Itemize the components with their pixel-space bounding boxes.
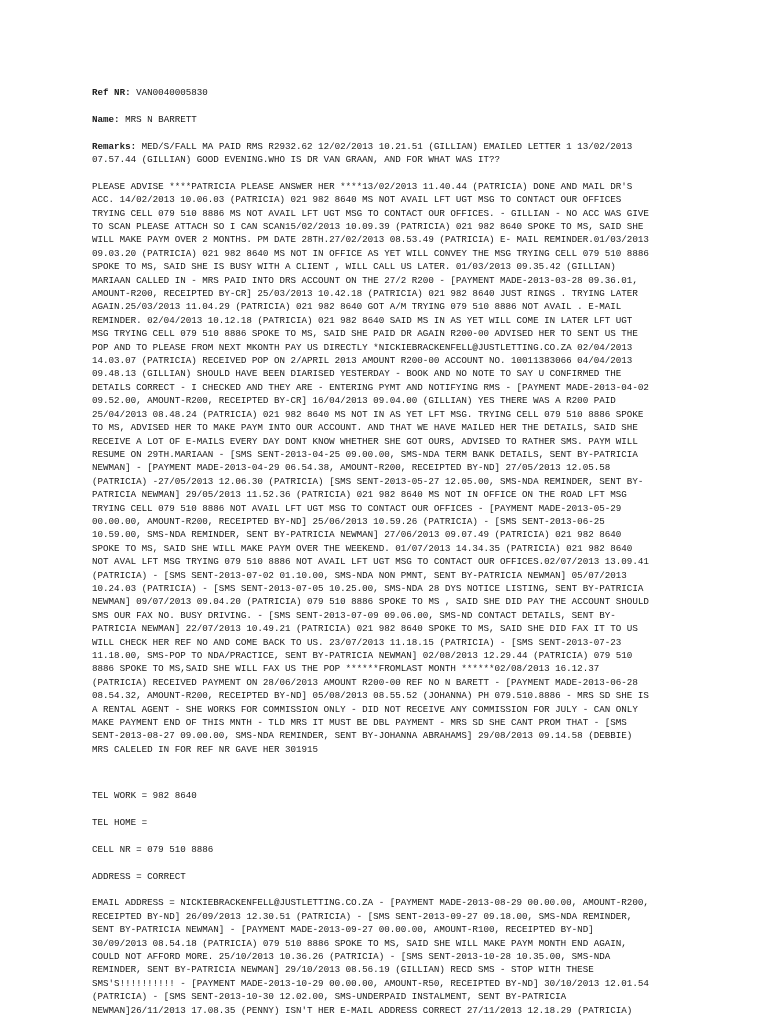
ref-nr-line bbox=[92, 86, 652, 99]
tel-home-line: TEL HOME = bbox=[92, 817, 148, 829]
remarks-label: Remarks: bbox=[92, 140, 137, 152]
document-page bbox=[92, 86, 652, 1017]
cell-nr-line: CELL NR = 079 510 8886 bbox=[92, 843, 214, 855]
name-value: MRS N BARRETT bbox=[125, 113, 197, 125]
tel-work-line: TEL WORK = 982 8640 bbox=[92, 790, 197, 802]
email-paragraph: EMAIL ADDRESS = NICKIEBRACKENFELL@JUSTLETTING.CO.ZA - [PAYMENT MADE-2013-08-29 00.00.00, AMOUNT-R200, RECEIPTED BY-ND] 26/09/2013 12.30.51 (PATRICIA) - [SMS SENT-2013-09-27 09.18.00, SMS-NDA REMINDER, SENT BY-PATRICIA NEWMAN] - [PAYMENT MADE-2013-09-27 00.00.00, AMOUNT-R100, RECEIPTED BY-ND] 30/09/2013 08.54.18 (PATRICIA) 079 510 8886 SPOKE TO MS, SAID SHE WILL MAKE PAYM MONTH END AGAIN, COULD NOT AFFORD MORE. 25/10/2013 10.36.26 (PATRICIA) - [SMS SENT-2013-10-28 10.35.00, SMS-NDA REMINDER, SENT BY-PATRICIA NEWMAN] 29/10/2013 08.56.19 (GILLIAN) RECD SMS - STOP WITH THESE SMS'S!!!!!!!!!! - [PAYMENT MADE-2013-10-29 00.00.00, AMOUNT-R50, RECEIPTED BY-ND] 30/10/2013 12.01.54 (PATRICIA) - [SMS SENT-2013-10-30 12.02.00, SMS-UNDERPAID INSTALMENT, SENT BY-PATRICIA NEWMAN]26/11/2013 17.08.35 (PENNY) ISN'T HER E-MAIL ADDRESS CORRECT 27/11/2013 12.18.29 (PATRICIA) bbox=[92, 897, 649, 1016]
address-line: ADDRESS = CORRECT bbox=[92, 870, 186, 882]
ref-nr-value: VAN0040005830 bbox=[136, 87, 208, 98]
name-label: Name: bbox=[92, 113, 120, 125]
remarks-value: MED/S/FALL MA PAID RMS R2932.62 12/02/2013 10.21.51 (GILLIAN) EMAILED LETTER 1 13/02/2013 07.57.44 (GILLIAN) GOOD EVENING.WHO IS DR VAN GRAAN, AND FOR WHAT WAS IT?? bbox=[92, 140, 633, 165]
ref-nr-label: Ref NR: bbox=[92, 87, 131, 98]
notes-paragraph: PLEASE ADVISE ****PATRICIA PLEASE ANSWER HER ****13/02/2013 11.40.44 (PATRICIA) DONE AND MAIL DR'S ACC. 14/02/2013 10.06.03 (PATRICIA) 021 982 8640 MS NOT AVAIL LFT UGT MSG TO CONTACT OUR OFFICES TRYING CELL 079 510 8886 MS NOT AVAIL LFT UGT MSG TO CONTACT OUR OFFICES. - GILLIAN - NO ACC WAS GIVE TO SCAN PLEASE ATTACH SO I CAN SCAN15/02/2013 10.09.39 (PATRICIA) 021 982 8640 SPOKE TO MS, SAID SHE WILL MAKE PAYM OVER 2 MONTHS. PM DATE 28TH.27/02/2013 08.53.49 (PATRICIA) E- MAIL REMINDER.01/03/2013 09.03.20 (PATRICIA) 021 982 8640 MS NOT IN OFFICE AS YET WILL CONVEY THE MSG TRYING CELL 079 510 8886 SPOKE TO MS, SAID SHE IS BUSY WITH A CLIENT , WILL CALL US LATER. 01/03/2013 09.35.42 (GILLIAN) MARIAAN CALLED IN - MRS PAID INTO DRS ACCOUNT ON THE 27/2 R200 - [PAYMENT MADE-2013-03-28 09.36.01, AMOUNT-R200, RECEIPTED BY-CR] 25/03/2013 10.42.18 (PATRICIA) 021 982 8640 JUST RINGS . TRYING LATER AGAIN.25/03/2013 11.04.29 (PATRICIA) 021 982 8640 GOT A/M TRYING 079 510 8886 NOT AVAIL . E-MAIL REMINDER. 02/04/2013 10.12.18 (PATRICIA) 021 982 8640 SAID MS IN AS YET WILL COME IN LATER LFT UGT MSG TRYING CELL 079 510 8886 SPOKE TO MS, SAID SHE PAID DR AGAIN R200-00 ADVISED HER TO SENT US THE POP AND TO PLEASE FROM NEXT MKONTH PAY US DIRECTLY *NICKIEBRACKENFELL@JUSTLETTING.CO.ZA 02/04/2013 14.03.07 (PATRICIA) RECEIVED POP ON 2/APRIL 2013 AMOUNT R200-00 ACCOUNT NO. 10011383066 04/04/2013 09.48.13 (GILLIAN) SHOULD HAVE BEEN DIARISED YESTERDAY - BOOK AND NO NOTE TO SAY U CONFIRMED THE DETAILS CORRECT - I CHECKED AND THEY ARE - ENTERING PYMT AND NOTIFYING RMS - [PAYMENT MADE-2013-04-02 09.52.00, AMOUNT-R200, RECEIPTED BY-CR] 16/04/2013 09.04.00 (GILLIAN) YES THERE WAS A R200 PAID 25/04/2013 08.48.24 (PATRICIA) 021 982 8640 MS NOT IN AS YET LFT MSG. TRYING CELL 079 510 8886 SPOKE TO MS, ADVISED HER TO MAKE PAYM INTO OUR ACCOUNT. AND THAT WE HAVE MAILED HER THE DETAILS, SAID SHE RECEIVE A LOT OF E-MAILS EVERY DAY DONT KNOW WHETHER SHE GOT OURS, ADVISED TO RATHER SMS. PAYM WILL RESUME ON 29TH.MARIAAN - [SMS SENT-2013-04-25 09.00.00, SMS-NDA TERM BANK DETAILS, SENT BY-PATRICIA NEWMAN] - [PAYMENT MADE-2013-04-29 06.54.38, AMOUNT-R200, RECEIPTED BY-ND] 27/05/2013 12.05.58 (PATRICIA) -27/05/2013 12.06.30 (PATRICIA) [SMS SENT-2013-05-27 12.05.00, SMS-NDA REMINDER, SENT BY-PATRICIA NEWMAN] 29/05/2013 11.52.36 (PATRICIA) 021 982 8640 MS NOT IN OFFICE ON THE ROAD LFT MSG TRYING CELL 079 510 8886 NOT AVAIL LFT UGT MSG TO CONTACT OUR OFFICES - [PAYMENT MADE-2013-05-29 00.00.00, AMOUNT-R200, RECEIPTED BY-ND] 25/06/2013 10.59.26 (PATRICIA) - [SMS SENT-2013-06-25 10.59.00, SMS-NDA REMINDER, SENT BY-PATRICIA NEWMAN] 27/06/2013 09.07.49 (PATRICIA) 021 982 8640 SPOKE TO MS, SAID SHE WILL MAKE PAYM OVER THE WEEKEND. 01/07/2013 14.34.35 (PATRICIA) 021 982 8640 NOT AVAL LFT MSG TRYING 079 510 8886 NOT AVAIL LFT UGT MSG TO CONTACT OUR OFFICES.02/07/2013 13.09.41 (PATRICIA) - [SMS SENT-2013-07-02 01.10.00, SMS-NDA NON PMNT, SENT BY-PATRICIA NEWMAN] 05/07/2013 10.24.03 (PATRICIA) - [SMS SENT-2013-07-05 10.25.00, SMS-NDA 28 DYS NOTICE LISTING, SENT BY-PATRICIA NEWMAN] 09/07/2013 09.04.20 (PATRICIA) 079 510 8886 SPOKE TO MS , SAID SHE DID PAY THE ACCOUNT SHOULD SMS OUR FAX NO. BUSY DRIVING. - [SMS SENT-2013-07-09 09.06.00, SMS-ND CONTACT DETAILS, SENT BY-PATRICIA NEWMAN] 22/07/2013 10.49.21 (PATRICIA) 021 982 8640 SPOKE TO MS, SAID SHE DID FAX IT TO US WILL CHECK HER REF NO AND COME BACK TO US. 23/07/2013 11.18.15 (PATRICIA) - [SMS SENT-2013-07-23 11.18.00, SMS-POP TO NDA/PRACTICE, SENT BY-PATRICIA NEWMAN] 02/08/2013 12.29.44 (PATRICIA) 079 510 8886 SPOKE TO MS,SAID SHE WILL FAX US THE POP ******FROMLAST MONTH ******02/08/2013 16.12.37 (PATRICIA) RECEIVED PAYMENT ON 28/06/2013 AMOUNT R200-00 REF NO N BARETT - [PAYMENT MADE-2013-06-28 08.54.32, AMOUNT-R200, RECEIPTED BY-ND] 05/08/2013 08.55.52 (JOHANNA) PH 079.510.8886 - MRS SD SHE IS A RENTAL AGENT - SHE WORKS FOR COMMISSION ONLY - DID NOT RECEIVE ANY COMMISSION FOR JULY - CAN ONLY MAKE PAYMENT END OF THIS MNTH - TLD MRS IT MUST BE DBL PAYMENT - MRS SD SHE CANT PROM THAT - [SMS SENT-2013-08-27 09.00.00, SMS-NDA REMINDER, SENT BY-JOHANNA ABRAHAMS] 29/08/2013 09.14.58 (DEBBIE) MRS CALELED IN FOR REF NR GAVE HER 301915 bbox=[92, 180, 649, 755]
name-line bbox=[92, 113, 652, 126]
remarks-line bbox=[92, 140, 652, 167]
